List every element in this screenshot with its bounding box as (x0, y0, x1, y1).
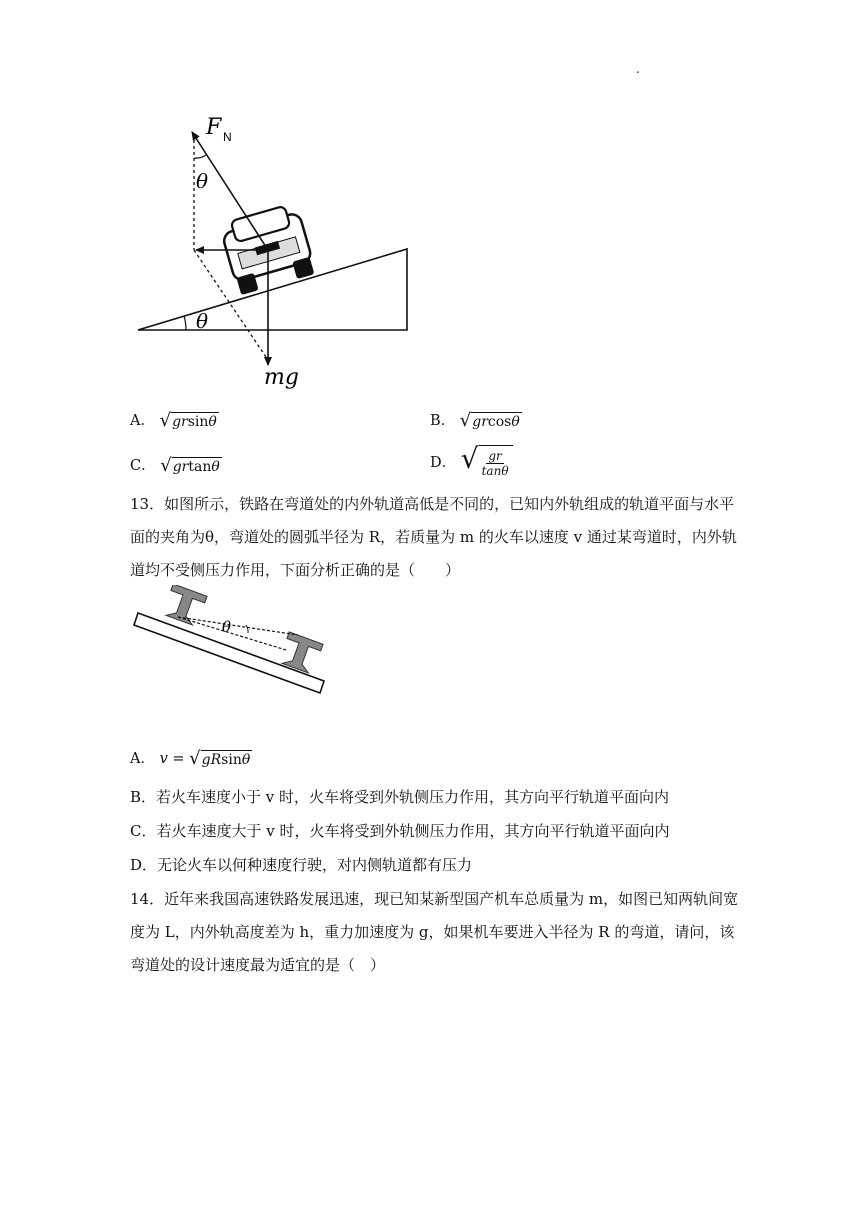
header-mark: . (636, 62, 640, 76)
q14-stem: 14．近年来我国高速铁路发展迅速，现已知某新型国产机车总质量为 m，如图已知两轨间宽 度为 L，内外轨高度差为 h，重力加速度为 g，如果机车要进入半径为 R 的弯道，请问，该 弯道处的设计速度最为适宜的是（ ） (130, 890, 739, 974)
q12-option-d[interactable]: D． √ $\frac{gr}{\tan\theta}$ (430, 445, 513, 478)
force-subscript: N (223, 130, 232, 144)
q13-option-d[interactable]: D．无论火车以何种速度行驶，对内侧轨道都有压力 (130, 856, 473, 874)
force-label: F (206, 115, 222, 140)
q12-option-b[interactable]: B． √ grcosθ (430, 410, 520, 431)
sqrt-expression: √ grcosθ (459, 410, 520, 431)
angle-label-bottom: θ (196, 309, 209, 333)
q13-option-b[interactable]: B．若火车速度小于 v 时，火车将受到外轨侧压力作用，其方向平行轨道平面向内 (130, 788, 670, 806)
q13-option-a[interactable]: A． v = √ gRsinθ (130, 748, 251, 769)
q13-stem: 13．如图所示，铁路在弯道处的内外轨道高低是不同的，已知内外轨组成的轨道平面与水平 面的夹角为θ，弯道处的圆弧半径为 R，若质量为 m 的火车以速度 v 通过某弯道时，内外轨 道均不受侧压力作用，下面分析正确的是（ ） (130, 495, 737, 579)
rail-angle-label: θ (222, 618, 232, 636)
q13-options-bcd (130, 780, 750, 882)
sqrt-fraction: √ $\frac{gr}{\tan\theta}$ (461, 445, 513, 478)
q12-option-c[interactable]: C． √ grtanθ (130, 455, 220, 476)
sqrt-expression: √ gRsinθ (189, 748, 251, 769)
q13-option-c[interactable]: C．若火车速度大于 v 时，火车将受到外轨侧压力作用，其方向平行轨道平面向内 (130, 822, 670, 840)
weight-label: mg (264, 365, 299, 390)
car-on-incline-figure (120, 110, 430, 400)
q12-option-a[interactable]: A． √ grsinθ (130, 410, 217, 431)
angle-label-top: θ (196, 169, 209, 193)
sqrt-expression: √ grsinθ (159, 410, 217, 431)
banked-rail-figure (130, 585, 340, 700)
sqrt-expression: √ grtanθ (160, 455, 220, 476)
